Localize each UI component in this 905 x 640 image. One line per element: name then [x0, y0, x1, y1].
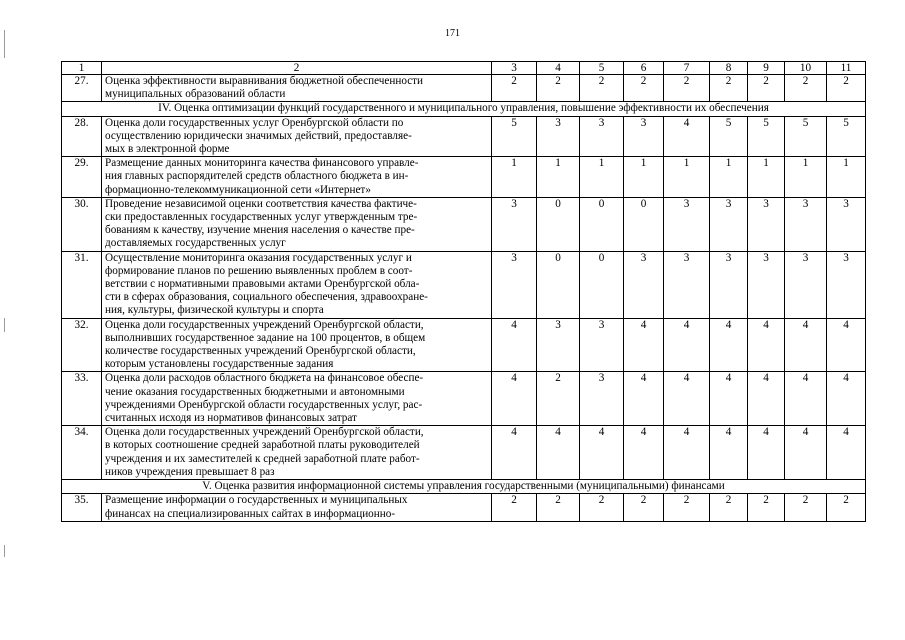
score-cell: 4 — [492, 318, 537, 372]
score-cell: 4 — [664, 116, 710, 157]
score-cell: 2 — [624, 494, 664, 521]
section-header-row — [62, 480, 866, 494]
indicator-description — [102, 372, 492, 426]
description-line: считанных исходя из нормативов финансовых затрат — [105, 412, 357, 425]
score-cell: 2 — [492, 494, 537, 521]
row-number: 32. — [62, 318, 102, 372]
description-line: Проведение независимой оценки соответствия качества фактиче- — [105, 197, 417, 210]
score-cell: 4 — [580, 426, 624, 480]
description-line: муниципальных образований области — [105, 88, 286, 101]
score-cell: 2 — [748, 75, 785, 102]
section-title: V. Оценка развития информационной системы управления государственными (муниципальными) финансами — [62, 480, 866, 494]
column-header: 7 — [664, 62, 710, 75]
score-cell: 4 — [492, 426, 537, 480]
score-cell: 3 — [664, 197, 710, 251]
score-cell: 1 — [580, 157, 624, 198]
indicator-description — [102, 116, 492, 157]
score-cell: 3 — [580, 318, 624, 372]
score-cell: 1 — [785, 157, 827, 198]
score-cell: 3 — [624, 116, 664, 157]
indicator-row — [62, 426, 866, 480]
description-line: финансах на специализированных сайтах в информационно- — [105, 507, 396, 520]
score-cell: 3 — [710, 197, 748, 251]
score-cell: 0 — [624, 197, 664, 251]
column-header: 2 — [102, 62, 492, 75]
score-cell: 1 — [827, 157, 866, 198]
section-header-row — [62, 102, 866, 116]
description-line: Оценка доли расходов областного бюджета на финансовое обеспе- — [105, 372, 424, 385]
score-cell: 3 — [537, 318, 580, 372]
score-cell: 4 — [748, 426, 785, 480]
column-header: 9 — [748, 62, 785, 75]
score-cell: 4 — [710, 318, 748, 372]
score-cell: 2 — [580, 494, 624, 521]
indicator-description — [102, 197, 492, 251]
score-cell: 4 — [785, 426, 827, 480]
score-cell: 1 — [710, 157, 748, 198]
score-cell: 3 — [492, 197, 537, 251]
indicator-row — [62, 116, 866, 157]
score-cell: 0 — [537, 197, 580, 251]
score-cell: 2 — [827, 75, 866, 102]
description-line: в которых соотношение средней заработной платы руководителей — [105, 439, 420, 452]
column-header: 8 — [710, 62, 748, 75]
score-cell: 1 — [624, 157, 664, 198]
score-cell: 1 — [537, 157, 580, 198]
score-cell: 2 — [710, 494, 748, 521]
score-cell: 4 — [664, 426, 710, 480]
row-number: 29. — [62, 157, 102, 198]
score-cell: 3 — [748, 251, 785, 318]
column-header: 6 — [624, 62, 664, 75]
indicator-description — [102, 426, 492, 480]
score-cell: 4 — [827, 426, 866, 480]
row-number: 27. — [62, 75, 102, 102]
score-cell: 3 — [580, 372, 624, 426]
description-line: которым установлены государственные задания — [105, 358, 334, 371]
description-line: мых в электронной форме — [105, 143, 230, 156]
score-cell: 5 — [785, 116, 827, 157]
score-cell: 2 — [785, 75, 827, 102]
row-number: 34. — [62, 426, 102, 480]
score-cell: 0 — [537, 251, 580, 318]
description-line: формирование планов по решению выявленных проблем в соот- — [105, 264, 413, 277]
description-line: количестве государственных учреждений Оренбургской области, — [105, 345, 416, 358]
indicator-description — [102, 318, 492, 372]
table-body — [62, 62, 866, 522]
score-cell: 3 — [492, 251, 537, 318]
score-cell: 3 — [827, 251, 866, 318]
score-cell: 2 — [492, 75, 537, 102]
indicators-table — [61, 61, 866, 522]
description-line: ветствии с нормативными правовыми актами Оренбургской обла- — [105, 278, 420, 291]
scan-edge-mark-bottom — [4, 545, 5, 557]
description-line: сти в сферах образования, социального обеспечения, здравоохране- — [105, 291, 428, 304]
description-line: Оценка доли государственных услуг Оренбургской области по — [105, 116, 404, 129]
column-header: 1 — [62, 62, 102, 75]
row-number: 28. — [62, 116, 102, 157]
indicator-description — [102, 494, 492, 521]
score-cell: 0 — [580, 197, 624, 251]
column-numbers-row — [62, 62, 866, 75]
score-cell: 2 — [537, 372, 580, 426]
score-cell: 2 — [710, 75, 748, 102]
description-line: Размещение информации о государственных и муниципальных — [105, 494, 408, 507]
description-line: бованиям к качеству, изучение мнения населения о качестве пре- — [105, 224, 415, 237]
score-cell: 4 — [537, 426, 580, 480]
indicator-description — [102, 75, 492, 102]
score-cell: 4 — [827, 372, 866, 426]
description-line: Оценка эффективности выравнивания бюджетной обеспеченности — [105, 75, 424, 87]
score-cell: 4 — [748, 318, 785, 372]
indicator-row — [62, 372, 866, 426]
description-line: ников учреждения превышает 8 раз — [105, 465, 275, 478]
score-cell: 3 — [785, 197, 827, 251]
score-cell: 1 — [492, 157, 537, 198]
indicator-row — [62, 157, 866, 198]
column-header: 3 — [492, 62, 537, 75]
description-line: Оценка доли государственных учреждений Оренбургской области, — [105, 318, 424, 331]
score-cell: 3 — [537, 116, 580, 157]
description-line: учреждениями Оренбургской области государственных услуг, рас- — [105, 398, 423, 411]
score-cell: 3 — [710, 251, 748, 318]
description-line: Оценка доли государственных учреждений Оренбургской области, — [105, 426, 424, 439]
indicator-description — [102, 157, 492, 198]
description-line: учреждения и их заместителей к средней заработной плате работ- — [105, 452, 420, 465]
score-cell: 1 — [748, 157, 785, 198]
score-cell: 3 — [580, 116, 624, 157]
score-cell: 5 — [748, 116, 785, 157]
description-line: ния, культуры, физической культуры и спорта — [105, 304, 324, 317]
score-cell: 2 — [580, 75, 624, 102]
score-cell: 3 — [785, 251, 827, 318]
description-line: Размещение данных мониторинга качества финансового управле- — [105, 157, 419, 170]
description-line: формационно-телекоммуникационной сети «Интернет» — [105, 183, 371, 196]
scan-edge-mark-top — [4, 30, 5, 58]
score-cell: 4 — [664, 372, 710, 426]
scan-edge-mark-middle — [4, 318, 5, 332]
indicator-row — [62, 318, 866, 372]
score-cell: 4 — [710, 372, 748, 426]
column-header: 5 — [580, 62, 624, 75]
score-cell: 5 — [710, 116, 748, 157]
score-cell: 1 — [664, 157, 710, 198]
score-cell: 4 — [710, 426, 748, 480]
indicator-description — [102, 251, 492, 318]
score-cell: 4 — [664, 318, 710, 372]
column-header: 10 — [785, 62, 827, 75]
section-title: IV. Оценка оптимизации функций государственного и муниципального управления, повышение эффективности их обеспечения — [62, 102, 866, 116]
score-cell: 3 — [827, 197, 866, 251]
indicator-row — [62, 251, 866, 318]
description-line: осуществлению юридически значимых действий, предоставляе- — [105, 129, 412, 142]
score-cell: 4 — [785, 372, 827, 426]
description-line: доставляемых государственных услуг — [105, 237, 286, 250]
row-number: 33. — [62, 372, 102, 426]
indicator-row — [62, 75, 866, 102]
score-cell: 5 — [492, 116, 537, 157]
column-header: 11 — [827, 62, 866, 75]
page-number: 171 — [445, 28, 460, 39]
score-cell: 2 — [624, 75, 664, 102]
score-cell: 4 — [624, 426, 664, 480]
score-cell: 2 — [664, 75, 710, 102]
description-line: чение оказания государственных бюджетными и автономными — [105, 385, 405, 398]
score-cell: 3 — [624, 251, 664, 318]
score-cell: 4 — [748, 372, 785, 426]
score-cell: 2 — [537, 494, 580, 521]
description-line: ния главных распорядителей средств областного бюджета в ин- — [105, 170, 409, 183]
score-cell: 3 — [748, 197, 785, 251]
description-line: Осуществление мониторинга оказания государственных услуг и — [105, 251, 412, 264]
score-cell: 2 — [537, 75, 580, 102]
score-cell: 0 — [580, 251, 624, 318]
indicator-row — [62, 494, 866, 521]
description-line: ски предоставленных государственных услуг утвержденным тре- — [105, 211, 418, 224]
score-cell: 5 — [827, 116, 866, 157]
score-cell: 2 — [785, 494, 827, 521]
score-cell: 2 — [748, 494, 785, 521]
score-cell: 2 — [827, 494, 866, 521]
score-cell: 4 — [827, 318, 866, 372]
score-cell: 4 — [785, 318, 827, 372]
description-line: выполнивших государственное задание на 100 процентов, в общем — [105, 331, 426, 344]
indicator-row — [62, 197, 866, 251]
column-header: 4 — [537, 62, 580, 75]
row-number: 30. — [62, 197, 102, 251]
score-cell: 4 — [624, 318, 664, 372]
score-cell: 3 — [664, 251, 710, 318]
score-cell: 4 — [492, 372, 537, 426]
row-number: 35. — [62, 494, 102, 521]
row-number: 31. — [62, 251, 102, 318]
score-cell: 4 — [624, 372, 664, 426]
score-cell: 2 — [664, 494, 710, 521]
